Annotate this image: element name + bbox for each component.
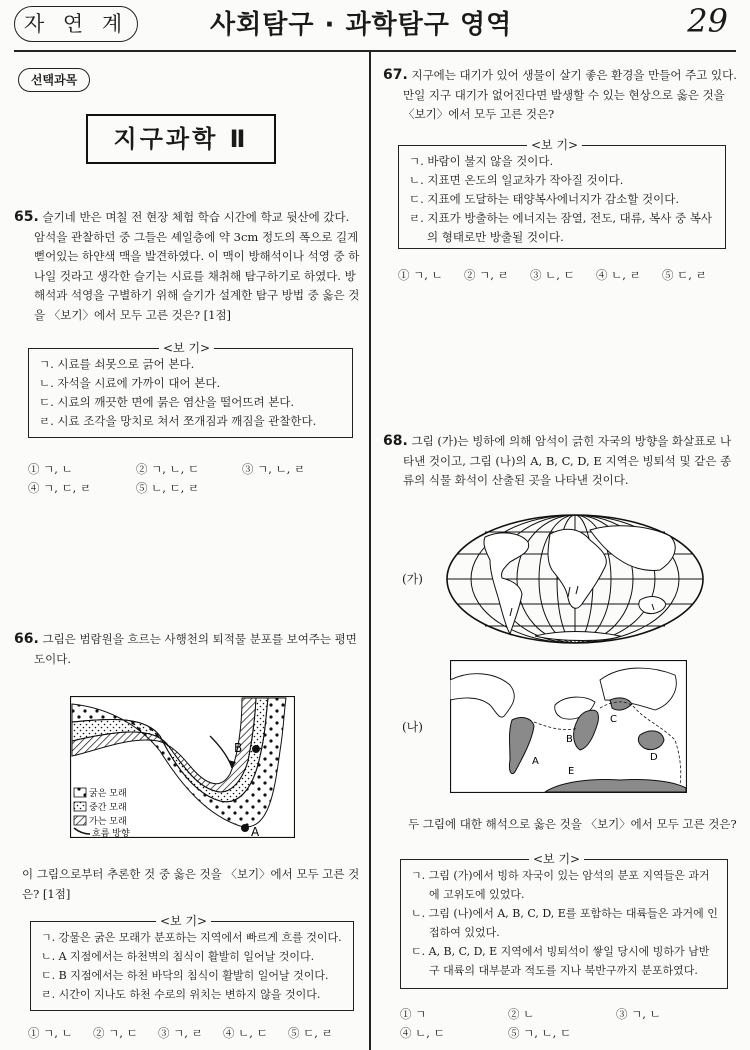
question-65 [14,208,362,325]
question-number: 67. [383,67,408,83]
choice-4[interactable]: ④ ㄴ, ㄷ [400,1026,445,1040]
choice-3[interactable]: ③ ㄱ, ㄴ [616,1007,661,1021]
choice-4[interactable]: ④ ㄱ, ㄷ, ㄹ [28,481,92,495]
choice-2[interactable]: ② ㄱ, ㄷ [93,1026,138,1040]
question-text: 지구에는 대기가 있어 생물이 살기 좋은 환경을 만들어 주고 있다. 만일 지구 대기가 없어진다면 발생할 수 있는 현상으로 옳은 것을 〈보기〉에서 모두 고른 것은? [403,68,737,121]
question-66-prompt [22,865,362,904]
question-number: 65. [14,209,39,225]
choice-1[interactable]: ① ㄱ, ㄴ [28,1026,73,1040]
question-68 [383,432,738,491]
bogi-item: ㄴ. 그림 (나)에서 A, B, C, D, E를 포함하는 대륙들은 과거에 인접하여 있었다. [411,907,718,939]
region-d [638,731,664,750]
question-text: 슬기네 반은 며칠 전 현장 체험 학습 시간에 학교 뒷산에 갔다. 암석을 관찰하던 중 그들은 셰일층에 약 3cm 정도의 폭으로 길게 뻗어있는 하얀색 맥을 발견하였다. 이 맥이 방해석이나 석영 중 하나일 것라고 생각한 슬기는 시료를 채취해 탐구하기로 하였다. 방해석과 석영을 구별하기 위해 슬기가 설계한 탐구 방법 중 옳은 것을 〈보기〉에서 모두 고른 것은? [1점] [34,210,360,322]
bogi-item: ㄱ. 바람이 불지 않을 것이다. [409,154,554,168]
map-label-c: C [610,714,617,725]
choice-5[interactable]: ⑤ ㄷ, ㄹ [662,268,707,282]
bogi-title: <보 기> [159,340,214,356]
bogi-item: ㄷ. B 지점에서는 하천 바닥의 침식이 활발히 일어날 것이다. [41,969,329,982]
header-divider [14,50,736,52]
column-divider [369,51,371,1050]
bogi-item: ㄴ. A 지점에서는 하천벽의 침식이 활발히 일어날 것이다. [41,950,315,963]
bogi-item: ㄹ. 시간이 지나도 하천 수로의 위치는 변하지 않을 것이다. [41,988,321,1001]
map-label-b: B [566,734,573,745]
choice-2[interactable]: ② ㄱ, ㄴ, ㄷ [136,462,200,476]
choice-4[interactable]: ④ ㄴ, ㄹ [596,268,641,282]
page-number: 29 [687,2,728,40]
question-text: 그림은 범람원을 흐르는 사행천의 퇴적물 분포를 보여주는 평면도이다. [34,632,357,666]
legend-swatch-fine [74,816,86,825]
question-number: 66. [14,631,39,647]
point-b-marker [252,745,260,753]
figure-ga-label: (가) [402,572,423,586]
bogi-item: ㄴ. 지표면 온도의 일교차가 작아질 것이다. [409,173,624,187]
americas-outline [484,533,529,634]
bogi-item: ㄱ. 시료를 쇠못으로 긁어 본다. [39,357,195,371]
prompt-text: 이 그림으로부터 추론한 것 중 옳은 것을 〈보기〉에서 모두 고른 것은? [1점] [22,867,360,901]
bogi-item: ㄷ. 시료의 깨끗한 면에 묽은 염산을 떨어뜨려 본다. [39,395,295,409]
bogi-item: ㄹ. 지표가 방출하는 에너지는 잠열, 전도, 대류, 복사 중 복사의 형태로만 방출될 것이다. [409,211,713,244]
choice-1[interactable]: ① ㄱ [400,1007,427,1021]
point-a-label: A [251,825,260,838]
section-pill: 선택과목 [18,68,90,92]
map-label-a: A [532,756,539,767]
legend-flow: 흐름 방향 [92,829,130,838]
bogi-item: ㄱ. 그림 (가)에서 빙하 자국이 있는 암석의 분포 지역들은 과거에 고위도에 있었다. [411,869,710,901]
question-67 [383,66,738,125]
legend-fine: 가는 모래 [89,817,127,827]
bogi-item: ㄷ. A, B, C, D, E 지역에서 빙퇴석이 쌓일 당시에 빙하가 남반구 대륙의 대부분과 적도를 지나 북반구까지 분포하였다. [411,945,710,977]
choice-5[interactable]: ⑤ ㄱ, ㄴ, ㄷ [508,1026,572,1040]
choice-3[interactable]: ③ ㄴ, ㄷ [530,268,575,282]
legend-swatch-coarse [74,788,86,797]
choice-2[interactable]: ② ㄴ [508,1007,535,1021]
bogi-box-67 [398,138,726,249]
bogi-title: <보 기> [527,137,582,153]
choice-5[interactable]: ⑤ ㄴ, ㄷ, ㄹ [136,481,200,495]
map-label-d: D [650,752,658,763]
bogi-box-68 [400,852,728,989]
choice-5[interactable]: ⑤ ㄷ, ㄹ [288,1026,333,1040]
question-66 [14,630,362,669]
question-68-prompt [408,815,743,835]
question-text: 그림 (가)는 빙하에 의해 암석이 긁힌 자국의 방향을 화살표로 나타낸 것이고, 그림 (나)의 A, B, C, D, E 지역은 빙퇴석 및 같은 종류의 식물 화석이 산출된 곳을 나타낸 것이다. [403,434,732,487]
question-number: 68. [383,433,408,449]
bogi-item: ㄹ. 시료 조각을 망치로 쳐서 쪼개짐과 깨짐을 관찰한다. [39,414,317,428]
world-map-na [450,660,687,793]
bogi-title: <보 기> [529,851,584,867]
legend-coarse: 굵은 모래 [89,789,127,799]
choice-2[interactable]: ② ㄱ, ㄹ [464,268,509,282]
meander-figure [70,696,295,838]
map-label-e: E [568,766,575,777]
subject-title: 지구과학 Ⅱ [86,114,276,164]
figure-na-label: (나) [402,720,423,734]
bogi-title: <보 기> [156,913,211,929]
prompt-text: 두 그림에 대한 해석으로 옳은 것을 〈보기〉에서 모두 고른 것은? [408,817,737,831]
world-map-ga [440,512,710,647]
bogi-item: ㄴ. 자석을 시료에 가까이 대어 본다. [39,376,221,390]
choice-1[interactable]: ① ㄱ, ㄴ [28,462,73,476]
legend-medium: 중간 모래 [89,803,127,813]
bogi-box-66 [30,914,354,1011]
bogi-item: ㄱ. 강물은 굵은 모래가 분포하는 지역에서 빠르게 흐를 것이다. [41,931,342,944]
category-badge: 자 연 계 [14,6,138,42]
choice-3[interactable]: ③ ㄱ, ㄴ, ㄹ [242,462,306,476]
point-a-marker [241,824,249,832]
choice-1[interactable]: ① ㄱ, ㄴ [398,268,443,282]
choice-4[interactable]: ④ ㄴ, ㄷ [223,1026,268,1040]
point-b-label: B [234,741,243,755]
africa-outline [548,529,606,608]
choice-3[interactable]: ③ ㄱ, ㄹ [158,1026,203,1040]
bogi-box-65 [28,341,353,438]
bogi-item: ㄷ. 지표에 도달하는 태양복사에너지가 감소할 것이다. [409,192,679,206]
legend-swatch-medium [74,802,86,811]
page-title: 사회탐구 · 과학탐구 영역 [210,10,513,40]
